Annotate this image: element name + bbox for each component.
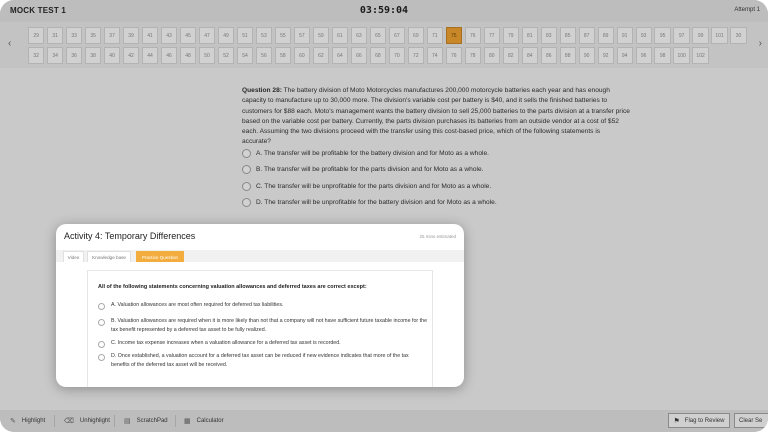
- option-text: D. The transfer will be unprofitable for the battery division and for Moto as a whole.: [256, 199, 497, 207]
- question-number-29[interactable]: 29: [28, 27, 44, 44]
- question-stem: [242, 86, 630, 148]
- unhighlight-button[interactable]: [64, 417, 110, 425]
- question-number-56[interactable]: 56: [256, 47, 272, 64]
- option-text: D. Once established, a valuation account for a deferred tax asset can be reduced if new evidence indicates that more of the tax benefits of the deferred tax asset will be received.: [111, 353, 409, 368]
- question-number-66[interactable]: 66: [351, 47, 367, 64]
- attempt-label: Attempt 1: [734, 7, 760, 13]
- bottom-toolbar: [0, 410, 768, 432]
- question-number-71[interactable]: 71: [427, 27, 443, 44]
- question-number-69[interactable]: 69: [408, 27, 424, 44]
- question-number-64[interactable]: 64: [332, 47, 348, 64]
- question-number-61[interactable]: 61: [332, 27, 348, 44]
- question-number-89[interactable]: 89: [598, 27, 614, 44]
- answer-option-a[interactable]: [242, 145, 630, 162]
- practice-question-text: All of the following statements concerning valuation allowances and deferred taxes are correct except:: [98, 284, 367, 290]
- question-number-42[interactable]: 42: [123, 47, 139, 64]
- answer-options: [242, 145, 630, 211]
- radio-button[interactable]: [242, 182, 251, 191]
- scratchpad-button[interactable]: [124, 417, 168, 425]
- question-number-62[interactable]: 62: [313, 47, 329, 64]
- question-number-47[interactable]: 47: [199, 27, 215, 44]
- highlighter-icon: ✎: [10, 418, 16, 425]
- question-number-74[interactable]: 74: [427, 47, 443, 64]
- question-navigator: [0, 22, 768, 68]
- activity-panel: [56, 224, 464, 387]
- option-text: C. The transfer will be unprofitable for the parts division and for Moto as a whole.: [256, 182, 492, 190]
- question-number-41[interactable]: 41: [142, 27, 158, 44]
- question-number-99[interactable]: 99: [692, 27, 708, 44]
- calculator-button[interactable]: [184, 417, 224, 425]
- answer-option-b[interactable]: [242, 162, 630, 179]
- question-number-83[interactable]: 83: [541, 27, 557, 44]
- notepad-icon: ▤: [124, 418, 131, 425]
- question-number-76[interactable]: 76: [465, 27, 481, 44]
- question-number-90[interactable]: 90: [579, 47, 595, 64]
- question-number-65[interactable]: 65: [370, 27, 386, 44]
- question-number-97[interactable]: 97: [673, 27, 689, 44]
- question-number-70[interactable]: 70: [389, 47, 405, 64]
- question-number-51[interactable]: 51: [237, 27, 253, 44]
- practice-option-d[interactable]: [98, 352, 428, 369]
- flag-to-review-button[interactable]: [668, 413, 730, 428]
- question-number-34[interactable]: 34: [47, 47, 63, 64]
- question-number-49[interactable]: 49: [218, 27, 234, 44]
- question-number-40[interactable]: 40: [104, 47, 120, 64]
- question-number-68[interactable]: 68: [370, 47, 386, 64]
- tab-practice-question[interactable]: Practice Question: [136, 251, 184, 262]
- practice-option-a[interactable]: [98, 301, 428, 310]
- question-number-55[interactable]: 55: [275, 27, 291, 44]
- radio-button[interactable]: [98, 303, 105, 310]
- radio-button[interactable]: [242, 198, 251, 207]
- tab-knowledge-base[interactable]: Knowledge base: [87, 251, 131, 262]
- answer-option-c[interactable]: [242, 178, 630, 195]
- question-number-78[interactable]: 78: [465, 47, 481, 64]
- question-number: Question 28:: [242, 87, 282, 94]
- question-number-grid: [28, 27, 750, 64]
- question-number-93[interactable]: 93: [636, 27, 652, 44]
- question-number-101[interactable]: 101: [711, 27, 727, 44]
- calculator-icon: ▦: [184, 418, 191, 425]
- exam-title: MOCK TEST 1: [10, 6, 66, 15]
- radio-button[interactable]: [98, 354, 105, 361]
- unhighlight-label: Unhighlight: [79, 418, 110, 424]
- question-number-44[interactable]: 44: [142, 47, 158, 64]
- prev-page-arrow-icon[interactable]: ‹: [8, 38, 12, 49]
- question-number-43[interactable]: 43: [161, 27, 177, 44]
- question-number-60[interactable]: 60: [294, 47, 310, 64]
- option-text: A. Valuation allowances are most often required for deferred tax liabilities.: [111, 302, 284, 308]
- question-number-67[interactable]: 67: [389, 27, 405, 44]
- question-number-91[interactable]: 91: [617, 27, 633, 44]
- question-number-32[interactable]: 32: [28, 47, 44, 64]
- question-number-92[interactable]: 92: [598, 47, 614, 64]
- question-number-35[interactable]: 35: [85, 27, 101, 44]
- question-number-50[interactable]: 50: [199, 47, 215, 64]
- flag-label: Flag to Review: [684, 417, 725, 424]
- question-number-53[interactable]: 53: [256, 27, 272, 44]
- option-text: B. Valuation allowances are required when it is more likely than not that a company will not have sufficient future taxable income for the tax benefit represented by a deferred tax asset to be fully realized.: [111, 318, 428, 333]
- highlight-button[interactable]: [10, 417, 45, 425]
- next-page-arrow-icon[interactable]: ›: [758, 38, 762, 49]
- toolbar-divider: [114, 415, 115, 427]
- calculator-label: Calculator: [196, 418, 224, 424]
- question-number-79[interactable]: 79: [503, 27, 519, 44]
- practice-option-c[interactable]: [98, 339, 428, 348]
- question-number-75[interactable]: 75: [446, 27, 462, 44]
- question-number-76[interactable]: 76: [446, 47, 462, 64]
- practice-option-b[interactable]: [98, 317, 428, 334]
- question-number-31[interactable]: 31: [47, 27, 63, 44]
- question-number-95[interactable]: 95: [654, 27, 670, 44]
- question-number-87[interactable]: 87: [579, 27, 595, 44]
- question-number-48[interactable]: 48: [180, 47, 196, 64]
- clear-selection-button[interactable]: Clear Se: [734, 413, 768, 428]
- option-text: C. Income tax expense increases when a valuation allowance for a deferred tax asset is recorded.: [111, 340, 341, 346]
- question-number-82[interactable]: 82: [503, 47, 519, 64]
- question-number-94[interactable]: 94: [617, 47, 633, 64]
- question-number-38[interactable]: 38: [85, 47, 101, 64]
- activity-title: Activity 4: Temporary Differences: [64, 231, 196, 241]
- question-number-98[interactable]: 98: [654, 47, 670, 64]
- activity-tabs: [56, 250, 464, 262]
- question-number-39[interactable]: 39: [123, 27, 139, 44]
- eraser-icon: ⌫: [64, 418, 74, 425]
- question-number-85[interactable]: 85: [560, 27, 576, 44]
- tab-video[interactable]: Video: [63, 251, 84, 262]
- question-number-36[interactable]: 36: [66, 47, 82, 64]
- answer-option-d[interactable]: [242, 195, 630, 212]
- question-number-58[interactable]: 58: [275, 47, 291, 64]
- question-number-102[interactable]: 102: [692, 47, 708, 64]
- question-number-33[interactable]: 33: [66, 27, 82, 44]
- scratchpad-label: ScratchPad: [136, 418, 168, 424]
- highlight-label: Highlight: [21, 418, 46, 424]
- radio-button[interactable]: [242, 165, 251, 174]
- radio-button[interactable]: [98, 341, 105, 348]
- question-text: The battery division of Moto Motorcycles manufactures 200,000 motorcycle batteries each year and has enough capacity to manufacture up to 30,000 more. The division's variable cost per battery is $40, and it sells the finished batteries to customers for $88 each. Moto's management wants the battery division to sell 25,000 batteries to the parts division at a transfer price based on the variable cost per battery. Currently, the parts division purchases its batteries from an outside vendor at a cost of $52 each. Assuming the two divisions proceed with the transfer using this cost-based price, which of the following statements is accurate?: [242, 87, 630, 146]
- toolbar-divider: [175, 415, 176, 427]
- question-number-45[interactable]: 45: [180, 27, 196, 44]
- option-text: B. The transfer will be profitable for the parts division and for Moto as a whole.: [256, 166, 484, 174]
- radio-button[interactable]: [242, 149, 251, 158]
- question-number-100[interactable]: 100: [673, 47, 689, 64]
- practice-question-card: [87, 270, 433, 387]
- countdown-timer: 03:59:04: [359, 5, 409, 16]
- question-number-96[interactable]: 96: [636, 47, 652, 64]
- question-number-30[interactable]: 30: [730, 27, 746, 44]
- question-number-77[interactable]: 77: [484, 27, 500, 44]
- question-number-72[interactable]: 72: [408, 47, 424, 64]
- question-number-52[interactable]: 52: [218, 47, 234, 64]
- question-number-84[interactable]: 84: [522, 47, 538, 64]
- toolbar-divider: [54, 415, 55, 427]
- question-number-88[interactable]: 88: [560, 47, 576, 64]
- question-number-81[interactable]: 81: [522, 27, 538, 44]
- time-estimate: 25 mins estimated: [419, 234, 456, 239]
- top-bar: [0, 0, 768, 22]
- question-number-86[interactable]: 86: [541, 47, 557, 64]
- question-number-37[interactable]: 37: [104, 27, 120, 44]
- flag-icon: ⚑: [673, 417, 680, 425]
- question-number-59[interactable]: 59: [313, 27, 329, 44]
- question-number-57[interactable]: 57: [294, 27, 310, 44]
- question-number-63[interactable]: 63: [351, 27, 367, 44]
- option-text: A. The transfer will be profitable for the battery division and for Moto as a whole.: [256, 149, 489, 157]
- question-number-80[interactable]: 80: [484, 47, 500, 64]
- question-number-46[interactable]: 46: [161, 47, 177, 64]
- question-number-54[interactable]: 54: [237, 47, 253, 64]
- radio-button[interactable]: [98, 319, 105, 326]
